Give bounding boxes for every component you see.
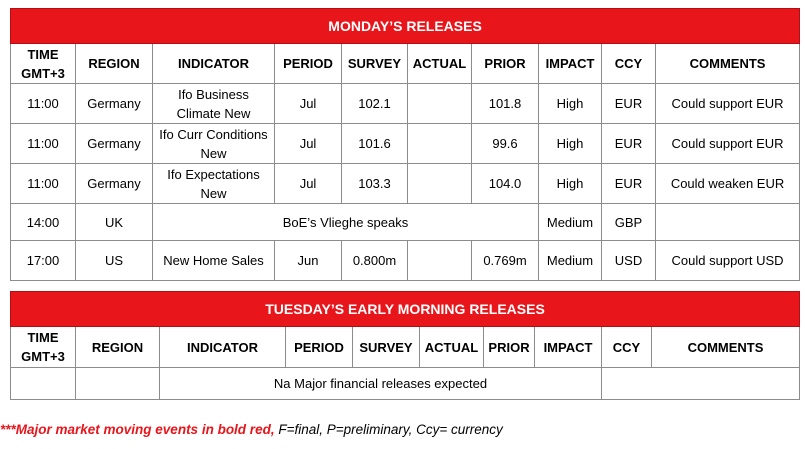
cell-region: US — [76, 241, 153, 281]
cell-ccy: EUR — [602, 164, 656, 204]
cell-ccy: USD — [602, 241, 656, 281]
cell-impact: High — [539, 84, 602, 124]
col-header-period: PERIOD — [275, 44, 342, 84]
cell-time: 11:00 — [11, 84, 76, 124]
table-row — [11, 84, 800, 124]
tuesday-table-title: TUESDAY’S EARLY MORNING RELEASES — [11, 292, 800, 327]
table-row — [11, 124, 800, 164]
footnote — [0, 422, 503, 437]
col-header-impact: IMPACT — [539, 44, 602, 84]
col-header-comments: COMMENTS — [656, 44, 800, 84]
cell-comments: Could weaken EUR — [656, 164, 800, 204]
cell-time — [11, 368, 76, 400]
col-header-survey: SURVEY — [353, 327, 420, 368]
cell-actual — [408, 124, 472, 164]
col-header-period: PERIOD — [286, 327, 353, 368]
cell-time: 14:00 — [11, 204, 76, 241]
col-header-time: TIME GMT+3 — [11, 44, 76, 84]
cell-prior: 99.6 — [472, 124, 539, 164]
cell-comments: Could support EUR — [656, 84, 800, 124]
cell-prior: 0.769m — [472, 241, 539, 281]
col-header-region: REGION — [76, 327, 160, 368]
monday-table-title: MONDAY’S RELEASES — [11, 9, 800, 44]
footnote-text: F=final, P=preliminary, Ccy= currency — [274, 422, 503, 437]
cell-indicator: New Home Sales — [153, 241, 275, 281]
col-header-indicator: INDICATOR — [153, 44, 275, 84]
col-header-indicator: INDICATOR — [160, 327, 286, 368]
monday-releases-table — [10, 8, 800, 281]
cell-region: UK — [76, 204, 153, 241]
col-header-actual: ACTUAL — [408, 44, 472, 84]
cell-actual — [408, 84, 472, 124]
footnote-highlight: ***Major market moving events in bold red, — [0, 422, 275, 437]
cell-comments — [656, 204, 800, 241]
cell-note: Na Major financial releases expected — [160, 368, 602, 400]
cell-prior: 101.8 — [472, 84, 539, 124]
cell-impact: High — [539, 164, 602, 204]
col-header-ccy: CCY — [602, 44, 656, 84]
cell-indicator: Ifo Curr Conditions New — [153, 124, 275, 164]
cell-time: 17:00 — [11, 241, 76, 281]
cell-survey: 0.800m — [342, 241, 408, 281]
monday-header-row — [11, 44, 800, 84]
tuesday-releases-table — [10, 291, 800, 400]
cell-region: Germany — [76, 124, 153, 164]
cell-empty — [602, 368, 800, 400]
col-header-time: TIME GMT+3 — [11, 327, 76, 368]
table-row — [11, 164, 800, 204]
cell-survey: 103.3 — [342, 164, 408, 204]
cell-actual — [408, 164, 472, 204]
col-header-comments: COMMENTS — [652, 327, 800, 368]
cell-period: Jul — [275, 84, 342, 124]
col-header-region: REGION — [76, 44, 153, 84]
col-header-actual: ACTUAL — [420, 327, 484, 368]
col-header-prior: PRIOR — [472, 44, 539, 84]
cell-comments: Could support EUR — [656, 124, 800, 164]
cell-period: Jun — [275, 241, 342, 281]
cell-time: 11:00 — [11, 124, 76, 164]
table-row — [11, 204, 800, 241]
cell-time: 11:00 — [11, 164, 76, 204]
cell-ccy: EUR — [602, 124, 656, 164]
col-header-prior: PRIOR — [484, 327, 535, 368]
col-header-survey: SURVEY — [342, 44, 408, 84]
cell-period: Jul — [275, 124, 342, 164]
cell-indicator: Ifo Expectations New — [153, 164, 275, 204]
cell-impact: Medium — [539, 204, 602, 241]
cell-period: Jul — [275, 164, 342, 204]
cell-survey: 102.1 — [342, 84, 408, 124]
cell-ccy: EUR — [602, 84, 656, 124]
cell-actual — [408, 241, 472, 281]
table-row — [11, 241, 800, 281]
cell-region: Germany — [76, 164, 153, 204]
cell-survey: 101.6 — [342, 124, 408, 164]
col-header-impact: IMPACT — [535, 327, 602, 368]
cell-ccy: GBP — [602, 204, 656, 241]
cell-indicator: Ifo Business Climate New — [153, 84, 275, 124]
col-header-ccy: CCY — [602, 327, 652, 368]
table-row — [11, 368, 800, 400]
cell-event: BoE’s Vlieghe speaks — [153, 204, 539, 241]
cell-impact: High — [539, 124, 602, 164]
cell-comments: Could support USD — [656, 241, 800, 281]
cell-prior: 104.0 — [472, 164, 539, 204]
cell-region: Germany — [76, 84, 153, 124]
tuesday-header-row — [11, 327, 800, 368]
cell-region — [76, 368, 160, 400]
cell-impact: Medium — [539, 241, 602, 281]
